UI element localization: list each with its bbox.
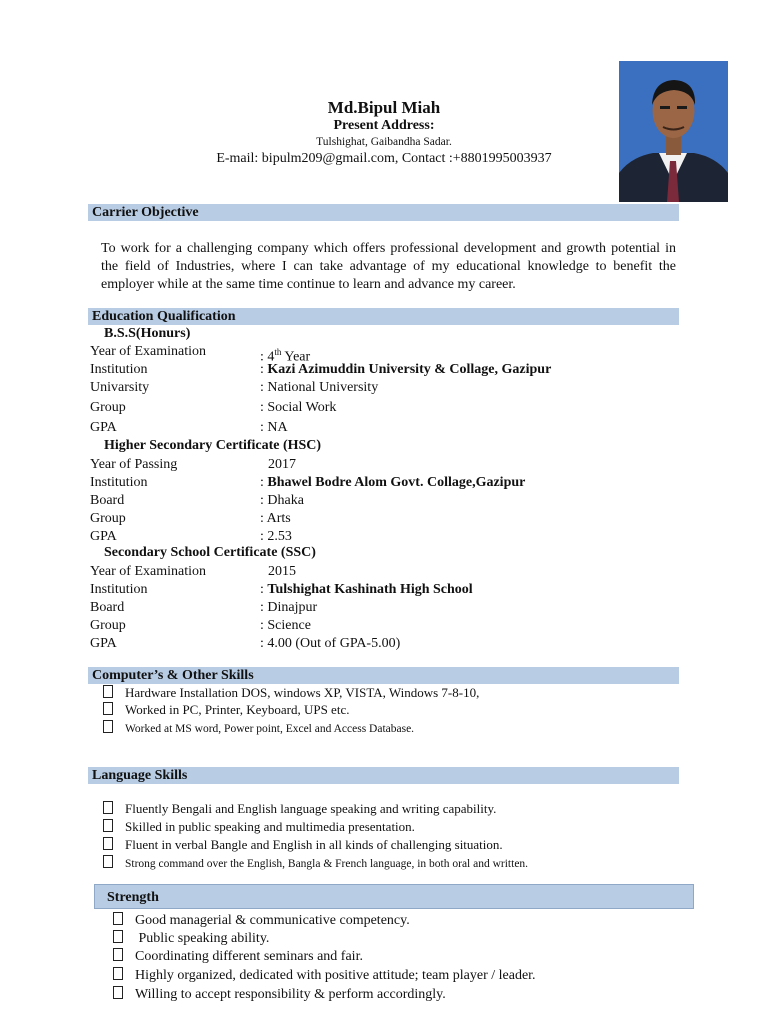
- ssc-row-gpa: GPA : 4.00 (Out of GPA-5.00): [90, 636, 401, 651]
- list-item: Willing to accept responsibility & perform accordingly.: [113, 986, 446, 1003]
- section-language-skills: Language Skills: [88, 767, 679, 784]
- section-carrier-objective: Carrier Objective: [88, 204, 679, 221]
- list-item: Highly organized, dedicated with positive attitude; team player / leader.: [113, 967, 536, 984]
- degree-hsc-title: Higher Secondary Certificate (HSC): [104, 438, 322, 453]
- bss-row-year: Year of Examination : 4th Year: [90, 344, 311, 365]
- checkbox-icon: [103, 855, 113, 868]
- list-item: Coordinating different seminars and fair.: [113, 948, 363, 965]
- checkbox-icon: [103, 720, 113, 733]
- checkbox-icon: [103, 685, 113, 698]
- hsc-row-institution: Institution : Bhawel Bodre Alom Govt. Collage,Gazipur: [90, 475, 526, 490]
- checkbox-icon: [103, 801, 113, 814]
- objective-text: To work for a challenging company which offers professional development and growth potential in the field of Industries, where I can take advantage of my educational knowledge to benefit the employer while at the same time continue to learn and advance my career.: [101, 241, 676, 292]
- hsc-details: [90, 456, 690, 546]
- list-item: Hardware Installation DOS, windows XP, VISTA, Windows 7-8-10,: [103, 685, 479, 701]
- ssc-row-year: Year of Examination 2015: [90, 564, 296, 579]
- list-item: Good managerial & communicative competency.: [113, 912, 410, 929]
- section-strength: Strength: [94, 884, 694, 909]
- checkbox-icon: [113, 948, 123, 961]
- list-item: Fluently Bengali and English language speaking and writing capability.: [103, 801, 496, 817]
- checkbox-icon: [113, 930, 123, 943]
- list-item: Fluent in verbal Bangle and English in all kinds of challenging situation.: [103, 837, 503, 853]
- ssc-details: [90, 563, 690, 653]
- checkbox-icon: [103, 819, 113, 832]
- degree-bss-title: B.S.S(Honurs): [104, 326, 191, 341]
- bss-row-group: Group : Social Work: [90, 400, 337, 415]
- checkbox-icon: [103, 702, 113, 715]
- profile-photo: [619, 61, 728, 202]
- checkbox-icon: [113, 912, 123, 925]
- list-item: Strong command over the English, Bangla & French language, in both oral and written.: [103, 855, 528, 870]
- section-computer-skills: Computer’s & Other Skills: [88, 667, 679, 684]
- present-address-label: Present Address:: [333, 118, 435, 133]
- checkbox-icon: [113, 986, 123, 999]
- ssc-row-board: Board : Dinajpur: [90, 600, 318, 615]
- contact-line: E-mail: bipulm209@gmail.com, Contact :+8801995003937: [216, 151, 552, 166]
- applicant-name: Md.Bipul Miah: [327, 98, 441, 117]
- bss-row-gpa: GPA : NA: [90, 420, 288, 435]
- checkbox-icon: [113, 967, 123, 980]
- hsc-row-board: Board : Dhaka: [90, 493, 304, 508]
- present-address: Tulshighat, Gaibandha Sadar.: [316, 136, 452, 148]
- hsc-row-gpa: GPA : 2.53: [90, 529, 292, 544]
- ssc-row-institution: Institution : Tulshighat Kashinath High School: [90, 582, 473, 597]
- bss-row-university: Univarsity : National University: [90, 380, 379, 395]
- list-item: Worked in PC, Printer, Keyboard, UPS etc.: [103, 702, 349, 718]
- checkbox-icon: [103, 837, 113, 850]
- bss-details: [90, 343, 690, 437]
- list-item: Worked at MS word, Power point, Excel and Access Database.: [103, 720, 414, 735]
- ssc-row-group: Group : Science: [90, 618, 311, 633]
- hsc-row-group: Group : Arts: [90, 511, 291, 526]
- degree-ssc-title: Secondary School Certificate (SSC): [104, 545, 316, 560]
- hsc-row-year: Year of Passing 2017: [90, 457, 296, 472]
- list-item: Skilled in public speaking and multimedia presentation.: [103, 819, 415, 835]
- bss-row-institution: Institution : Kazi Azimuddin University & Collage, Gazipur: [90, 362, 552, 377]
- list-item: Public speaking ability.: [113, 930, 269, 947]
- section-education: Education Qualification: [88, 308, 679, 325]
